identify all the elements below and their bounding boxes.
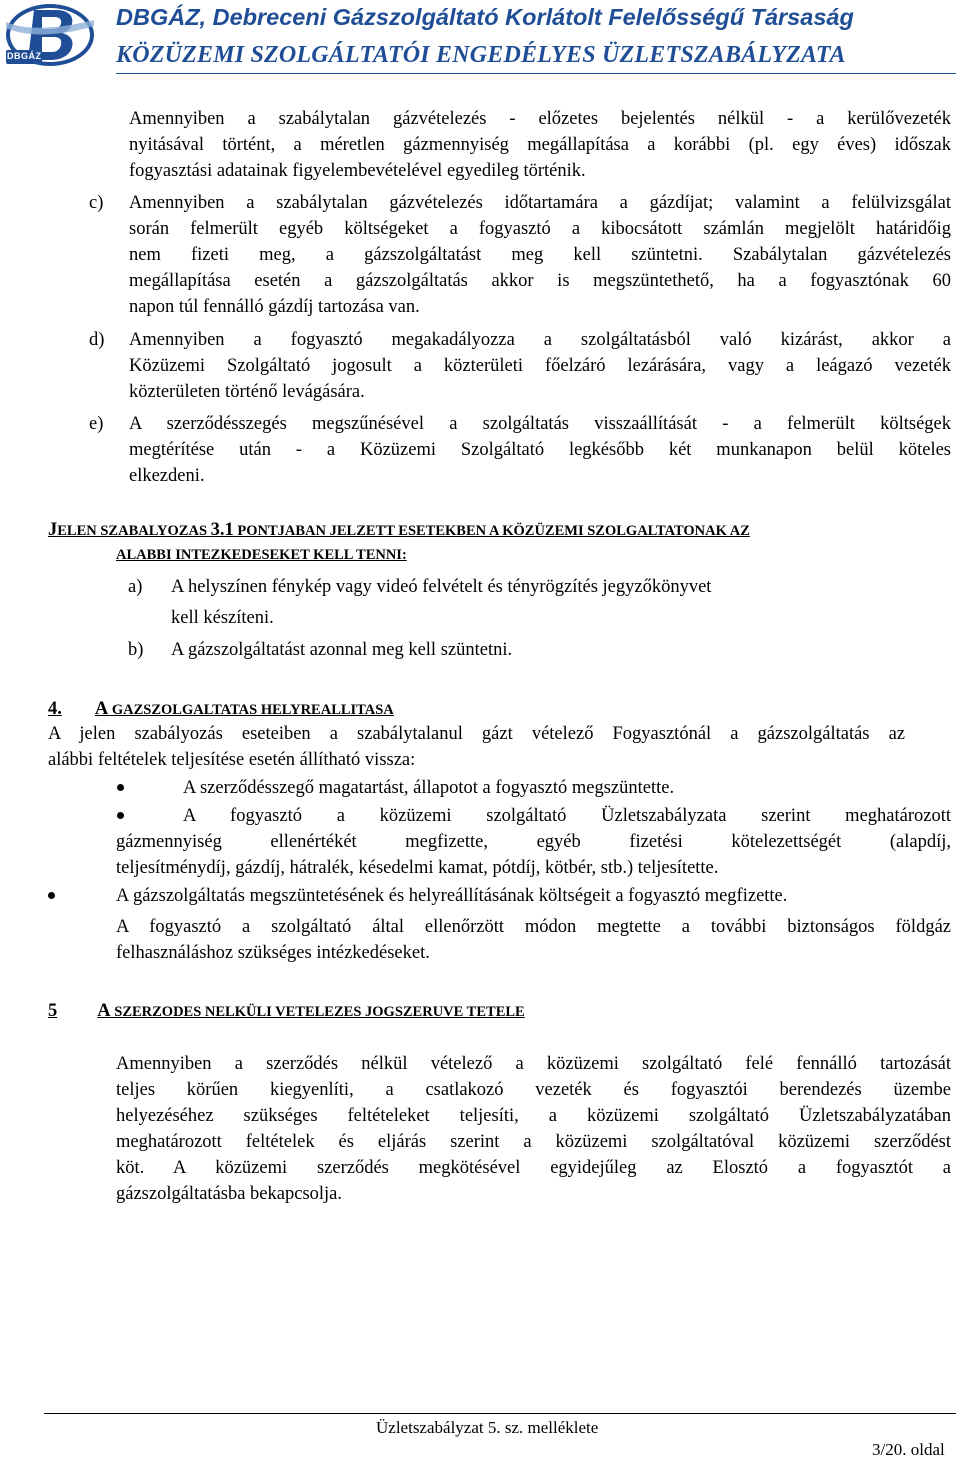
section-4-bullet-3-line-1: A gázszolgáltatás megszüntetésének és helyreállításának költségeit a fogyasztó megfizette. xyxy=(116,886,788,906)
section-jelen-heading-line-2: ALABBI INTEZKEDESEKET KELL TENNI: xyxy=(116,547,407,563)
item-c-label: c) xyxy=(89,193,104,213)
section-4-intro-line-1: A jelen szabályozás eseteiben a szabálytalanul gázt vételező Fogyasztónál a gázszolgáltatás az xyxy=(48,724,905,744)
jelen-item-a-label: a) xyxy=(128,577,143,597)
footer-divider xyxy=(44,1413,956,1414)
bullet-dot xyxy=(48,892,55,899)
section-jelen-heading: JELEN SZABALYOZAS 3.1 PONTJABAN JELZETT ESETEKBEN A KÖZÜZEMI SZOLGALTATONAK AZ xyxy=(48,520,750,540)
section-5-heading: 5 A SZERZODES NELKÜLI VETELEZES JOGSZERUVE TETELE xyxy=(48,1001,525,1021)
item-e-line-1: A szerződésszegés megszűnésével a szolgáltatás visszaállítását - a felmerült költségek xyxy=(129,414,951,434)
section-5-line-3: helyezéséhez szükséges feltételeket teljesíti, a közüzemi szolgáltató Üzletszabályzatában xyxy=(116,1106,951,1126)
section-5-line-2: teljes körűen kiegyenlíti, a csatlakozó vezeték és fogyasztói berendezés üzembe xyxy=(116,1080,951,1100)
item-c-line-2: során felmerült egyéb költségeket a fogyasztó a kibocsátott számlán megjelölt határidőig xyxy=(129,219,951,239)
logo-text: DBGÁZ xyxy=(7,51,42,61)
jelen-item-a-line-1: A helyszínen fénykép vagy videó felvételt és tényrögzítés jegyzőkönyvet xyxy=(171,577,712,597)
bullet-dot xyxy=(117,812,124,819)
item-e-line-3: elkezdeni. xyxy=(129,466,205,486)
item-c-line-3: nem fizeti meg, a gázszolgáltatást meg kell szüntetni. Szabálytalan gázvételezés xyxy=(129,245,951,265)
item-c-line-5: napon túl fennálló gázdíj tartozása van. xyxy=(129,297,420,317)
section-5-line-5: köt. A közüzemi szerződés megkötésével egyidejűleg az Elosztó a fogyasztót a xyxy=(116,1158,951,1178)
section-4-bullet-2-line-2: gázmennyiség ellenértékét megfizette, egyéb fizetési kötelezettségét (alapdíj, xyxy=(116,832,951,852)
document-title: KÖZÜZEMI SZOLGÁLTATÓI ENGEDÉLYES ÜZLETSZABÁLYZATA xyxy=(116,42,846,68)
intro-paragraph-line-1: Amennyiben a szabálytalan gázvételezés - előzetes bejelentés nélkül - a kerülővezeték xyxy=(129,109,951,129)
page-number: 3/20. oldal xyxy=(872,1440,945,1459)
item-d-line-1: Amennyiben a fogyasztó megakadályozza a szolgáltatásból való kizárást, akkor a xyxy=(129,330,951,350)
jelen-item-a-line-2: kell készíteni. xyxy=(171,608,274,628)
bullet-dot xyxy=(117,784,124,791)
document-header xyxy=(0,0,960,74)
section-4-intro-line-2: alábbi feltételek teljesítése esetén állítható vissza: xyxy=(48,750,416,770)
section-4-bullet-2-line-3: teljesítménydíj, gázdíj, hátralék, késedelmi kamat, pótdíj, kötbér, stb.) teljesítette. xyxy=(116,858,719,878)
section-5-line-1: Amennyiben a szerződés nélkül vételező a közüzemi szolgáltató felé fennálló tartozását xyxy=(116,1054,951,1074)
company-name: DBGÁZ, Debreceni Gázszolgáltató Korlátolt Felelősségű Társaság xyxy=(116,4,854,30)
item-c-line-1: Amennyiben a szabálytalan gázvételezés időtartamára a gázdíjat; valamint a felülvizsgálat xyxy=(129,193,951,213)
item-d-line-2: Közüzemi Szolgáltató jogosult a közterületi főelzáró lezárására, vagy a leágazó vezeték xyxy=(129,356,951,376)
item-e-line-2: megtérítése után - a Közüzemi Szolgáltató legkésőbb két munkanapon belül köteles xyxy=(129,440,951,460)
item-c-line-4: megállapítása esetén a gázszolgáltatás akkor is megszüntethető, ha a fogyasztónak 60 xyxy=(129,271,951,291)
jelen-item-b-line-1: A gázszolgáltatást azonnal meg kell szüntetni. xyxy=(171,640,513,660)
section-4-heading: 4. A GAZSZOLGALTATAS HELYREALLITASA xyxy=(48,699,394,719)
item-d-label: d) xyxy=(89,330,105,350)
jelen-item-b-label: b) xyxy=(128,640,144,660)
section-4-bullet-2-line-1: A fogyasztó a közüzemi szolgáltató Üzletszabályzata szerint meghatározott xyxy=(183,806,951,826)
intro-paragraph-line-2: nyitásával történt, a méretlen gázmennyiség megállapítása a korábbi (pl. egy éves) időszak xyxy=(129,135,951,155)
section-4-bullet-3-line-2: A fogyasztó a szolgáltató által ellenőrzött módon megtette a további biztonságos földgáz xyxy=(116,917,951,937)
section-4-bullet-1: A szerződésszegő magatartást, állapotot a fogyasztó megszüntette. xyxy=(183,778,675,798)
item-d-line-3: közterületen történő levágására. xyxy=(129,382,365,402)
footer-document-ref: Üzletszabályzat 5. sz. melléklete xyxy=(376,1418,599,1437)
header-divider xyxy=(116,73,956,74)
section-4-bullet-3-line-3: felhasználáshoz szükséges intézkedéseket. xyxy=(116,943,430,963)
intro-paragraph-line-3: fogyasztási adatainak figyelembevételével egyedileg történik. xyxy=(129,161,586,181)
section-5-line-4: meghatározott feltételek és eljárás szerint a közüzemi szolgáltatóval közüzemi szerződést xyxy=(116,1132,951,1152)
section-5-line-6: gázszolgáltatásba bekapcsolja. xyxy=(116,1184,343,1204)
item-e-label: e) xyxy=(89,414,104,434)
